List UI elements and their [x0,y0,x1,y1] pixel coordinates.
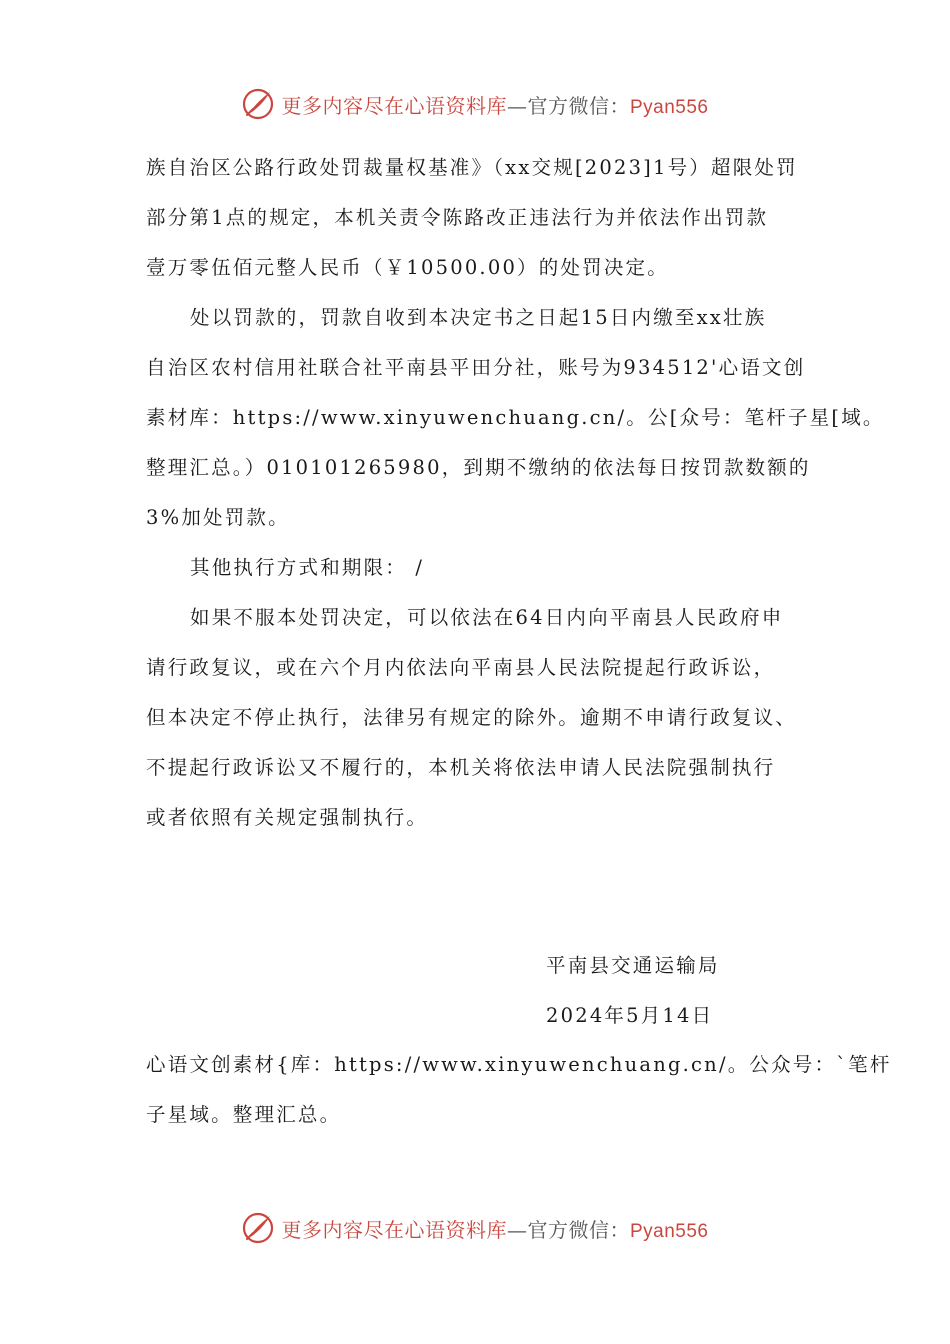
footer-banner [0,1208,950,1248]
body-line: 或者依照有关规定强制执行。 [146,806,429,829]
body-line: 自治区农村信用社联合社平南县平田分社，账号为934512'心语文创 [146,356,806,379]
body-line: 不提起行政诉讼又不履行的，本机关将依法申请人民法院强制执行 [146,756,776,779]
body-line: 其他执行方式和期限： / [190,556,425,579]
body-line: 3%加处罚款。 [146,506,290,529]
quill-pen-icon [241,1211,275,1245]
banner-wechat-id: Pyan556 [629,1220,709,1242]
banner-main-text: 更多内容尽在心语资料库 [281,1217,507,1242]
signature-organization: 平南县交通运输局 [546,954,720,977]
body-line: 族自治区公路行政处罚裁量权基准》（xx交规[2023]1号）超限处罚 [146,156,798,179]
document-body [146,143,885,843]
footer-note [146,1040,892,1140]
banner-official-label: 官方微信： [527,1217,630,1242]
banner-separator: — [506,1217,528,1242]
banner-official-label: 官方微信： [527,93,630,118]
body-line: 素材库：https://www.xinyuwenchuang.cn/。公[众号：笔杆子星[域。 [146,406,885,429]
footer-note-line: 子星域。整理汇总。 [146,1103,342,1126]
header-banner [0,84,950,124]
body-line: 壹万零伍佰元整人民币（￥10500.00）的处罚决定。 [146,256,669,279]
body-line: 请行政复议，或在六个月内依法向平南县人民法院提起行政诉讼， [146,656,776,679]
banner-main-text: 更多内容尽在心语资料库 [281,93,507,118]
body-line: 如果不服本处罚决定，可以依法在64日内向平南县人民政府申 [190,606,784,629]
banner-wechat-id: Pyan556 [629,96,709,118]
body-line: 部分第1点的规定，本机关责令陈路改正违法行为并依法作出罚款 [146,206,769,229]
body-line: 但本决定不停止执行，法律另有规定的除外。逾期不申请行政复议、 [146,706,798,729]
banner-separator: — [506,93,528,118]
quill-pen-icon [241,87,275,121]
signature-date: 2024年5月14日 [546,1004,714,1027]
body-line: 处以罚款的，罚款自收到本决定书之日起15日内缴至xx壮族 [190,306,767,329]
footer-note-line: 心语文创素材{库：https://www.xinyuwenchuang.cn/。公众号：`笔杆 [146,1053,892,1076]
body-line: 整理汇总。）010101265980，到期不缴纳的依法每日按罚款数额的 [146,456,811,479]
